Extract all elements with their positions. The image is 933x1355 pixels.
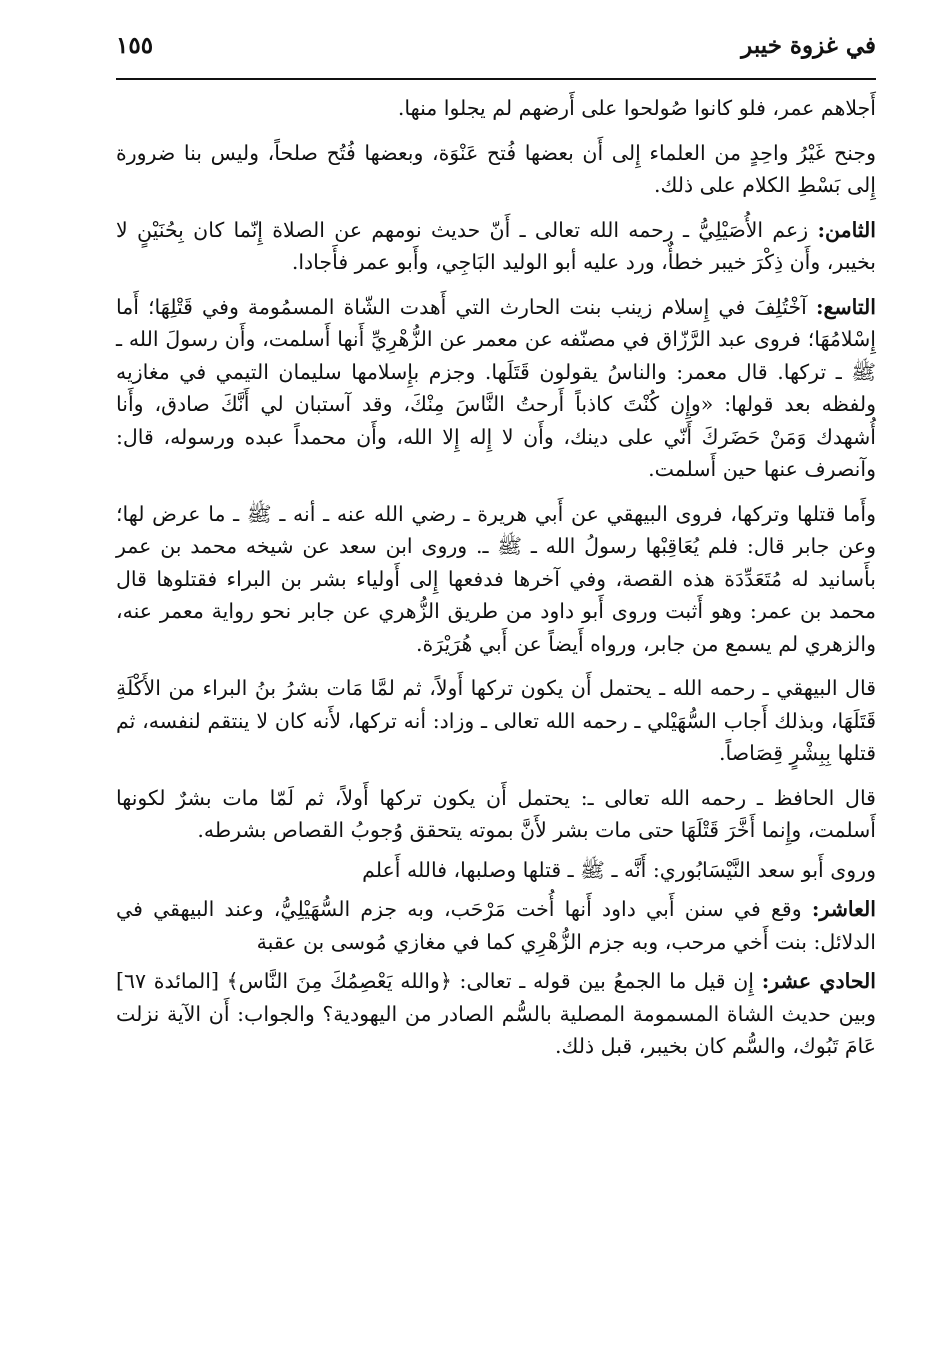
paragraph: [116, 965, 876, 1063]
paragraph-text: وجنح غَيْرُ واحِدٍ من العلماء إِلى أَن بعضها فُتح عَنْوَة، وبعضها فُتُح صلحاً، وليس بنا ضرورة إِلى بَسْطِ الكلام على ذلك.: [116, 140, 876, 197]
paragraph-text: وروى أَبو سعد النَّيْسَابُوري: أَنَّه ـ ﷺ ـ قتلها وصلبها، فالله أَعلم: [362, 857, 876, 882]
paragraph-text: قال الحافظ ـ رحمه الله تعالى ـ: يحتمل أَن يكون تركها أَولاً، ثم لَمّا مات بشرٌ لكونها أَسلمت، وإِنما أَخَّرَ قَتْلَهَا حتى مات بشر لأَنَّ بموته يتحقق وُجوبُ القصاص بشرطه.: [116, 785, 876, 842]
paragraph-text: وأَما قتلها وتركها، فروى البيهقي عن أَبي هريرة ـ رضي الله عنه ـ أنه ـ ﷺ ـ ما عرض لها؛ وعن جابر قال: فلم يُعَاقِبْها رسولُ الله ـ ﷺ ـ. وروى ابن سعد عن شيخه محمد بن عمر بأَسانيد له مُتَعَدِّدَة هذه القصة، وفي آخرها فدفعها إِلى أَولياء بشر بن البراء فقتلوها قال محمد بن عمر: وهو أَثبت وروى أَبو داود من طريق الزُّهري عن جابر نحو رواية معمر عنه، والزهري لم يسمع من جابر، ورواه أَيضاً عن أَبي هُرَيْرَة.: [116, 501, 876, 656]
body-text: [116, 92, 876, 1070]
paragraph: [116, 854, 876, 887]
section-heading-ninth: التاسع:: [815, 294, 876, 319]
section-heading-eighth: الثامن:: [817, 217, 876, 242]
paragraph-text: آخْتُلِفَ في إِسلام زينب بنت الحارث التي أَهدت الشّاة المسمُومة وفي قَتْلِهَا؛ أَما إِسْلامُهَا؛ فروى عبد الرَّزّاق في مصنّفه عن معمر عن الزُّهْرِيِّ أَنها أَسلمت، وأَن رسولَ الله ـ ﷺ ـ تركها. قال معمر: والناسُ يقولون قَتَلَها. وجزم بإِسلامها سليمان التيمي في مغازيه ولفظه بعد قولها: «وإِن كُنْتَ كاذباً أَرحتُ النَّاسَ مِنْكَ، وقد آستبان لي أَنَّكَ صادق، وأَنا أُشهدك وَمَنْ حَضَركَ أَنّي على دينك، وأَن لا إِله إِلا الله، وأَن محمداً عبده ورسوله، قال: وآنصرف عنها حين أَسلمت.: [116, 294, 876, 481]
section-heading-tenth: العاشر:: [811, 897, 876, 921]
section-heading-eleventh: الحادي عشر:: [761, 969, 876, 993]
paragraph: [116, 92, 876, 125]
paragraph: [116, 498, 876, 661]
page-number: ١٥٥: [116, 32, 154, 59]
paragraph-text: زعم الأُصَيْلِيُّ ـ رحمه الله تعالى ـ أَنّ حديث نومهم عن الصلاة إِنّما كان بِحُنَيْنٍ لا بخيبر، وأَن ذِكْرَ خيبر خطأٌ، ورد عليه أبو الوليد البَاجِي، وأَبو عمر فأَجادا.: [116, 217, 876, 274]
paragraph: [116, 291, 876, 486]
paragraph-text: قال البيهقي ـ رحمه الله ـ يحتمل أَن يكون تركها أَولاً، ثم لمَّا مَات بشرُ بنُ البراء من الأَكْلَةِ قَتَلَهَا، وبذلك أَجاب السُّهَيْلي ـ رحمه الله تعالى ـ وزاد: أنه تركها، لأَنه كان لا ينتقم لنفسه، ثم قتلها بِبِشْرٍ قِصَاصاً.: [116, 676, 876, 765]
paragraph: [116, 893, 876, 958]
paragraph: [116, 137, 876, 202]
paragraph-text: وقع في سنن أَبي داود أَنها أُخت مَرْحَب، وبه جزم السُّهَيْلِيُّ، وعند البيهقي في الدلائل: بنت أَخي مرحب، وبه جزم الزُّهْرِي كما في مغازي مُوسى بن عقبة: [116, 897, 876, 954]
paragraph: [116, 214, 876, 279]
paragraph: [116, 782, 876, 847]
paragraph: [116, 672, 876, 770]
running-title: في غزوة خيبر: [741, 32, 876, 59]
paragraph-text: إِن قيل ما الجمعُ بين قوله ـ تعالى: ﴿والله يَعْصِمُكَ مِنَ النَّاس﴾ [المائدة ٦٧] وبين حديث الشاة المسمومة المصلية بالسُّم الصادر من اليهودية؟ والجواب: أَن الآية نزلت عَامَ تَبُوك، والسُّم كان بخيبر، قبل ذلك.: [116, 969, 876, 1058]
paragraph-text: أَجلاهم عمر، فلو كانوا صُولحوا على أَرضهم لم يجلوا منها.: [397, 96, 876, 120]
page-header: [116, 28, 876, 80]
header-rule: [116, 78, 876, 80]
